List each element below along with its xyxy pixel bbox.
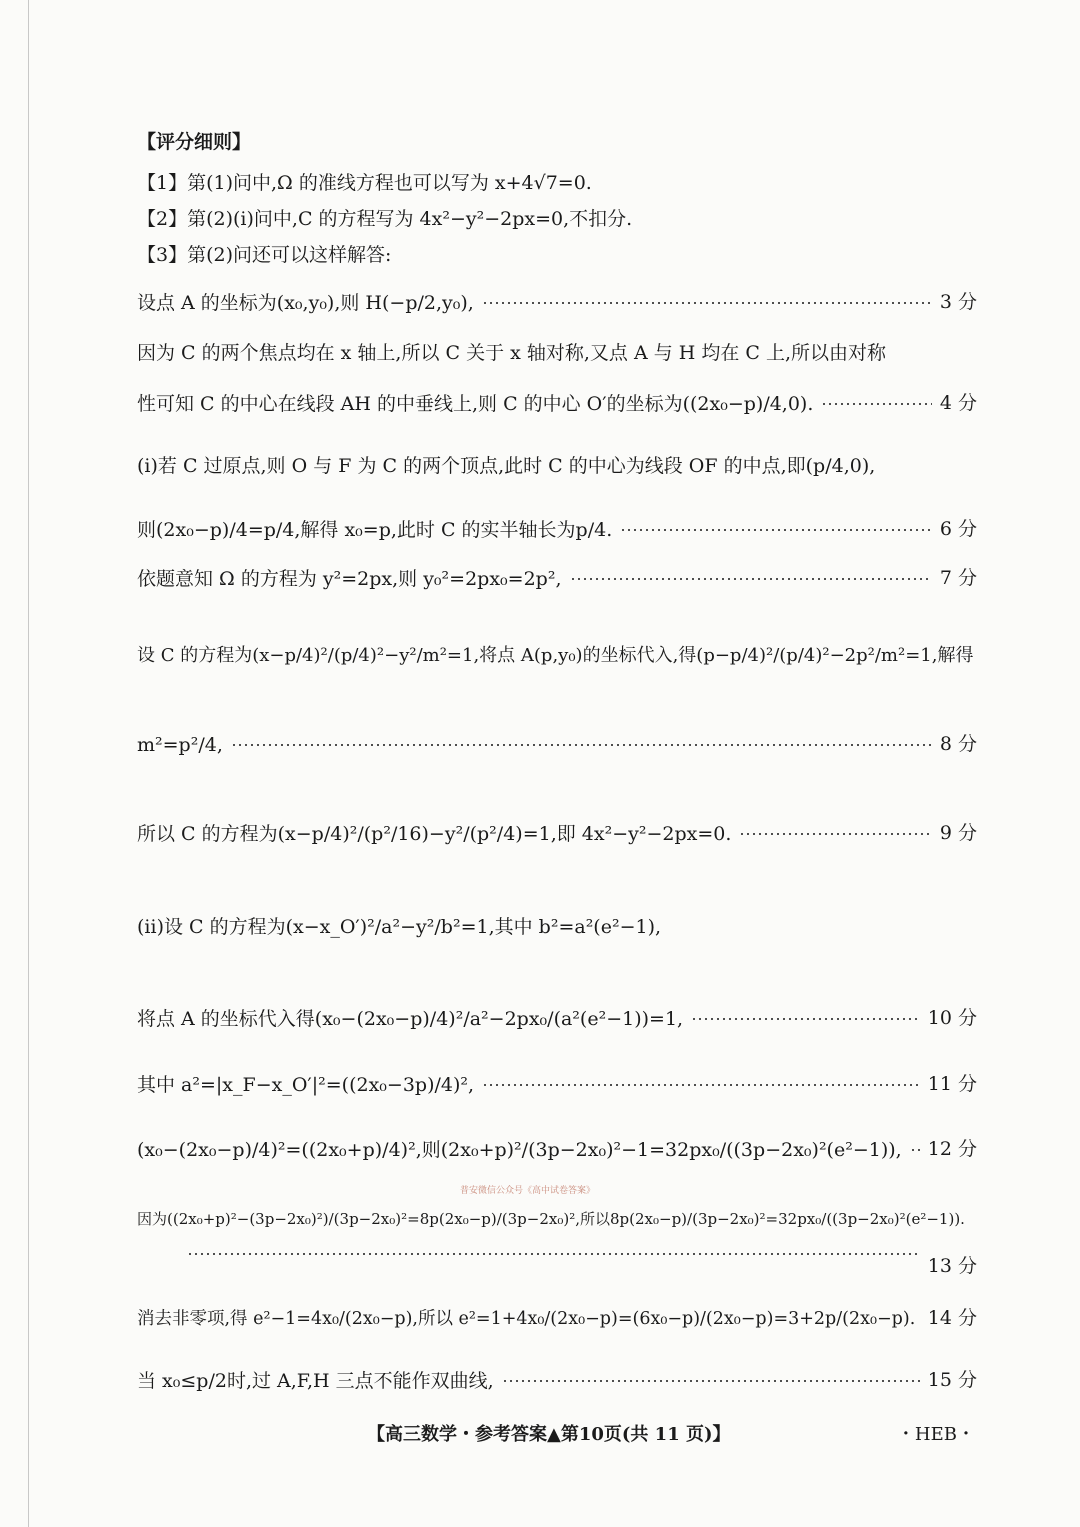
step-text: 因为((2x₀+p)²−(3p−2x₀)²)/(3p−2x₀)²=8p(2x₀−p)/(3p−2x₀)²,所以8p(2x₀−p)/(3p−2x₀)²=32px₀/((3p−2x₀)²(e²−1)). <box>137 1210 965 1228</box>
rule-3: 【3】第(2)问还可以这样解答: <box>137 244 392 266</box>
score-label: 14 分 <box>927 1307 977 1329</box>
footer-code: ・HEB・ <box>896 1424 975 1445</box>
score-label: 4 分 <box>939 392 977 414</box>
step-text: 依题意知 Ω 的方程为 y²=2px,则 y₀²=2px₀=2p², <box>137 568 562 590</box>
step-text: 则(2x₀−p)/4=p/4,解得 x₀=p,此时 C 的实半轴长为p/4. <box>137 519 613 541</box>
step-line <box>137 1006 977 1031</box>
step-text: 所以 C 的方程为(x−p/4)²/(p²/16)−y²/(p²/4)=1,即 4x²−y²−2px=0. <box>137 823 732 845</box>
step-line <box>137 1306 977 1331</box>
step-text: (ⅰ)若 C 过原点,则 O 与 F 为 C 的两个顶点,此时 C 的中心为线段 OF 的中点,即(p/4,0), <box>137 455 876 477</box>
rule-2: 【2】第(2)(ⅰ)问中,C 的方程写为 4x²−y²−2px=0,不扣分. <box>137 208 633 230</box>
step-line <box>137 643 977 668</box>
step-line <box>137 1206 977 1231</box>
page-footer <box>0 1420 1080 1450</box>
leader-dots <box>620 529 932 531</box>
step-text: 设点 A 的坐标为(x₀,y₀),则 H(−p/2,y₀), <box>137 292 474 314</box>
step-text: 性可知 C 的中心在线段 AH 的中垂线上,则 C 的中心 O′的坐标为((2x₀−p)/4,0). <box>137 393 814 415</box>
step-line <box>137 914 977 939</box>
step-line <box>137 453 977 478</box>
step-text: 因为 C 的两个焦点均在 x 轴上,所以 C 关于 x 轴对称,又点 A 与 H 均在 C 上,所以由对称 <box>137 342 887 364</box>
leader-dots <box>570 578 932 580</box>
rule-1: 【1】第(1)问中,Ω 的准线方程也可以写为 x+4√7=0. <box>137 172 592 194</box>
step-text: (ⅱ)设 C 的方程为(x−x_O′)²/a²−y²/b²=1,其中 b²=a²(e²−1), <box>137 916 662 938</box>
section-heading: 【评分细则】 <box>137 131 252 153</box>
leader-dots <box>910 1149 920 1151</box>
step-text: 设 C 的方程为(x−p/4)²/(p/4)²−y²/m²=1,将点 A(p,y₀)的坐标代入,得(p−p/4)²/(p/4)²−2p²/m²=1,解得 <box>137 645 974 666</box>
step-line <box>137 821 977 846</box>
leader-dots <box>502 1380 920 1382</box>
step-line <box>137 1137 977 1162</box>
score-label: 11 分 <box>927 1073 977 1095</box>
leader-dots <box>482 302 932 304</box>
leader-dots <box>231 744 932 746</box>
score-label: 7 分 <box>939 567 977 589</box>
score-label: 13 分 <box>927 1255 977 1277</box>
score-label: 6 分 <box>939 518 977 540</box>
score-label: 9 分 <box>939 822 977 844</box>
score-label: 3 分 <box>939 291 977 313</box>
step-text: 当 x₀≤p/2时,过 A,F,H 三点不能作双曲线, <box>137 1370 494 1392</box>
watermark: 普安微信公众号《高中试卷答案》 <box>460 1186 596 1196</box>
leader-dots <box>739 833 932 835</box>
step-line <box>137 1072 977 1097</box>
step-text: (x₀−(2x₀−p)/4)²=((2x₀+p)/4)²,则(2x₀+p)²/(3p−2x₀)²−1=32px₀/((3p−2x₀)²(e²−1)), <box>137 1139 902 1161</box>
leader-dots <box>187 1253 917 1255</box>
score-label: 15 分 <box>927 1369 977 1391</box>
footer-page-info: 【高三数学・参考答案▲第10页(共 11 页)】 <box>367 1424 731 1445</box>
step-text: m²=p²/4, <box>137 734 223 756</box>
step-line <box>137 566 977 591</box>
leader-dots <box>691 1018 920 1020</box>
step-line <box>137 340 977 365</box>
step-text: 其中 a²=|x_F−x_O′|²=((2x₀−3p)/4)², <box>137 1074 475 1096</box>
step-line <box>137 732 977 757</box>
scan-edge <box>28 0 29 1527</box>
step-line <box>137 1368 977 1393</box>
leader-dots <box>821 403 932 405</box>
step-line <box>137 290 977 315</box>
score-label: 8 分 <box>939 733 977 755</box>
score-label: 12 分 <box>927 1138 977 1160</box>
step-line <box>137 391 977 416</box>
leader-dots <box>482 1084 920 1086</box>
score-label: 10 分 <box>927 1007 977 1029</box>
step-text: 将点 A 的坐标代入得(x₀−(2x₀−p)/4)²/a²−2px₀/(a²(e²−1))=1, <box>137 1008 684 1030</box>
step-line <box>137 517 977 542</box>
step-text: 消去非零项,得 e²−1=4x₀/(2x₀−p),所以 e²=1+4x₀/(2x₀−p)=(6x₀−p)/(2x₀−p)=3+2p/(2x₀−p). <box>137 1309 916 1329</box>
